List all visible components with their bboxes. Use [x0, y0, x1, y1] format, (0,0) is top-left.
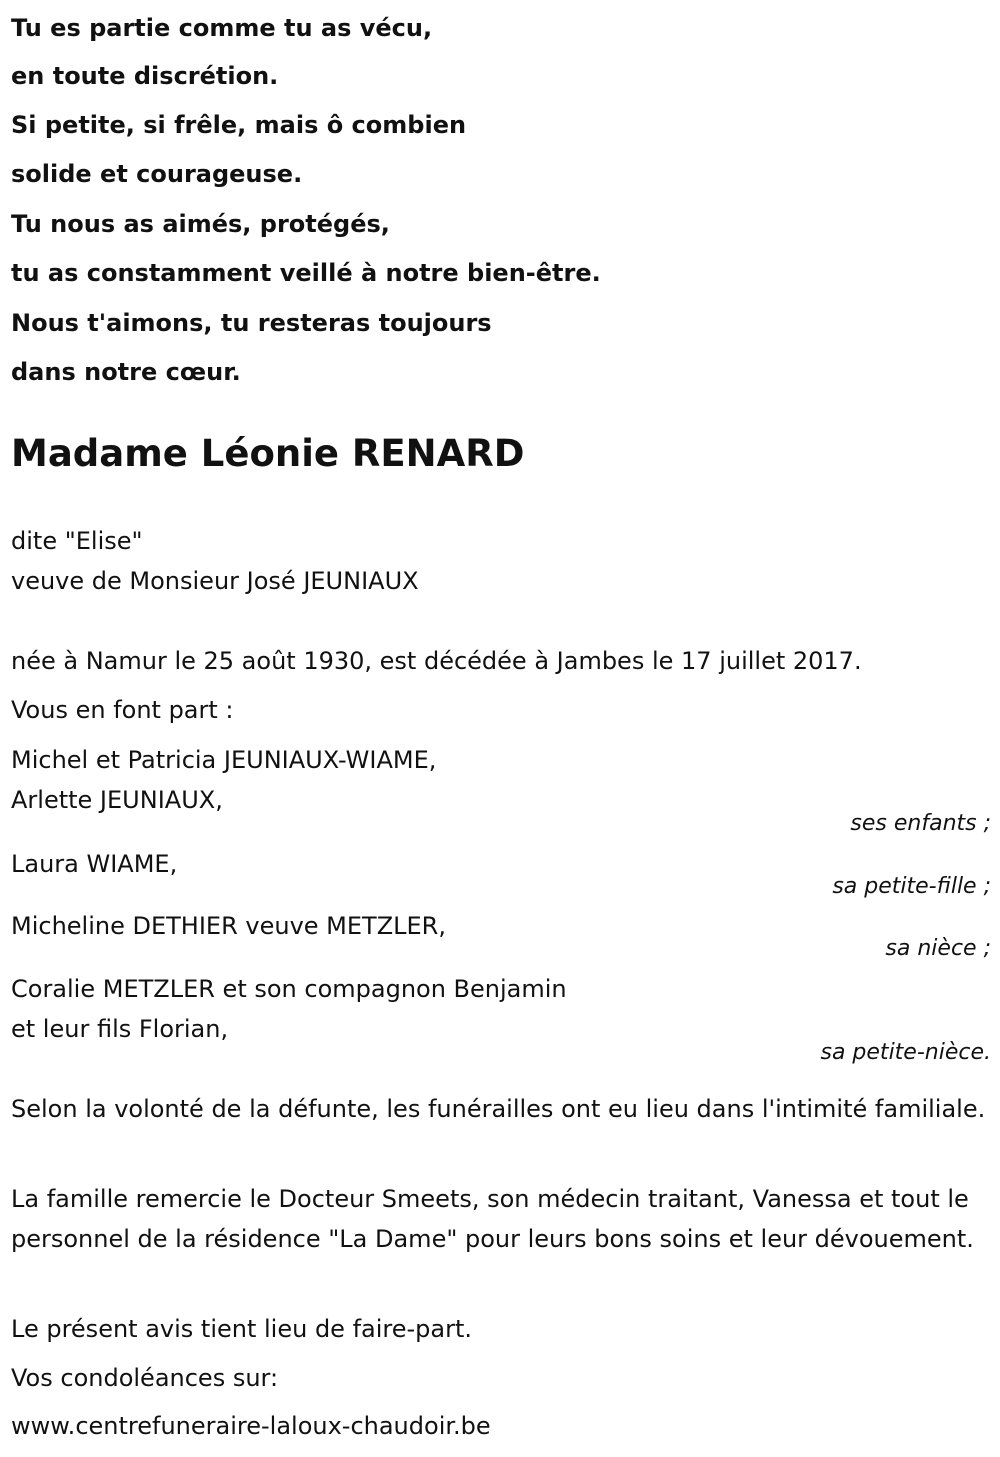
funeral-paragraph: Selon la volonté de la défunte, les funérailles ont eu lieu dans l'intimité familiale.: [11, 1095, 986, 1123]
notice-line: Le présent avis tient lieu de faire-part.: [11, 1315, 473, 1343]
family-line: Micheline DETHIER veuve METZLER,: [11, 912, 446, 940]
family-line: Michel et Patricia JEUNIAUX-WIAME,: [11, 746, 437, 774]
deceased-alias: dite "Elise": [11, 527, 143, 555]
deceased-widow-of: veuve de Monsieur José JEUNIAUX: [11, 567, 419, 595]
family-relation: ses enfants ;: [850, 811, 991, 836]
family-line: Coralie METZLER et son compagnon Benjamin: [11, 975, 567, 1003]
condolences-label: Vos condoléances sur:: [11, 1364, 279, 1392]
announcement-intro: Vous en font part :: [11, 696, 234, 724]
poem-line: Nous t'aimons, tu resteras toujours: [11, 309, 492, 337]
website-link[interactable]: www.centrefuneraire-laloux-chaudoir.be: [11, 1412, 491, 1440]
poem-line: solide et courageuse.: [11, 160, 303, 188]
family-relation: sa petite-fille ;: [832, 874, 991, 899]
family-line: Arlette JEUNIAUX,: [11, 786, 223, 814]
family-relation: sa nièce ;: [885, 936, 991, 961]
poem-line: Tu es partie comme tu as vécu,: [11, 14, 433, 42]
thanks-paragraph: La famille remercie le Docteur Smeets, son médecin traitant, Vanessa et tout le personnel de la résidence "La Dame" pour leurs bons soins et leur dévouement.: [11, 1185, 974, 1253]
poem-line: en toute discrétion.: [11, 62, 279, 90]
family-line: Laura WIAME,: [11, 850, 178, 878]
poem-line: tu as constamment veillé à notre bien-être.: [11, 259, 601, 287]
poem-line: Si petite, si frêle, mais ô combien: [11, 111, 467, 139]
poem-line: Tu nous as aimés, protégés,: [11, 210, 390, 238]
poem-line: dans notre cœur.: [11, 358, 241, 386]
family-line: et leur fils Florian,: [11, 1015, 229, 1043]
deceased-name: Madame Léonie RENARD: [11, 432, 525, 475]
birth-death-line: née à Namur le 25 août 1930, est décédée à Jambes le 17 juillet 2017.: [11, 647, 862, 675]
family-relation: sa petite-nièce.: [820, 1040, 991, 1065]
